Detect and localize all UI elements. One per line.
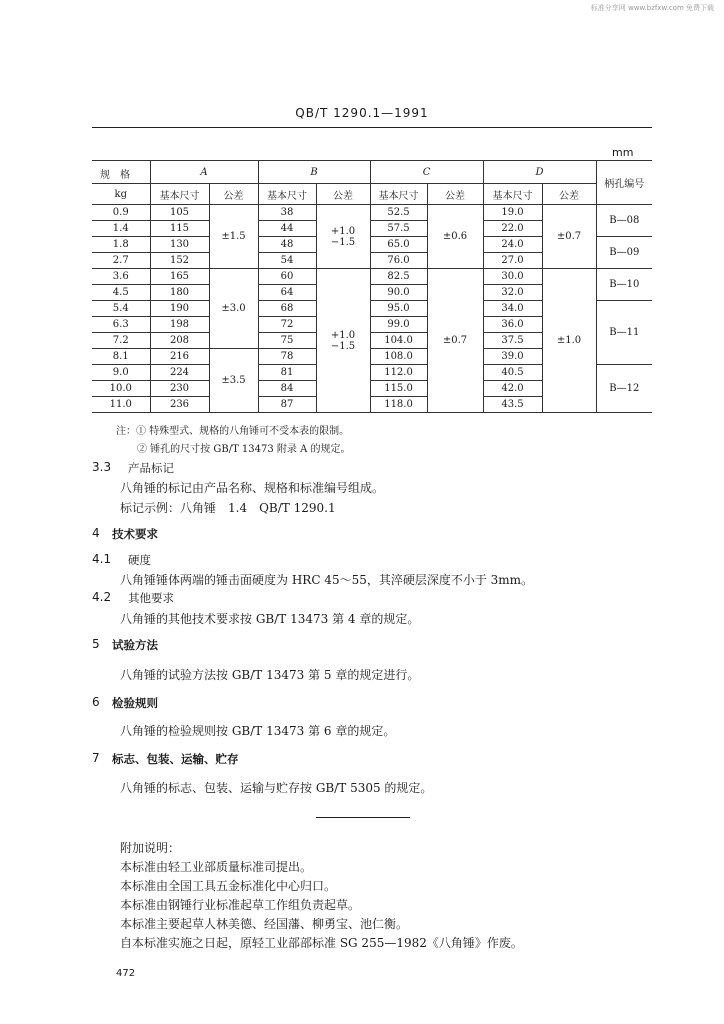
- section-4-1-body: 八角锤锤体两端的锤击面硬度为 HRC 45～55，其淬硬层深度不小于 3mm。: [120, 573, 534, 587]
- a-tolerance: ±3.5: [209, 349, 258, 413]
- b-cell: 44: [258, 221, 316, 237]
- c-cell: 115.0: [370, 381, 427, 397]
- c-cell: 57.5: [370, 221, 427, 237]
- a-cell: 115: [150, 221, 209, 237]
- handle-code: B—12: [596, 365, 652, 413]
- b-tolerance: [316, 269, 370, 413]
- b-tolerance-upper: +1.0: [330, 225, 356, 237]
- a-cell: 216: [150, 349, 209, 365]
- appendix-line: 本标准主要起草人林美德、经国藩、柳勇宝、池仁衡。: [120, 917, 409, 931]
- watermark-text: 标准分享网 www.bzfxw.com 免费下载: [590, 4, 714, 12]
- section-5-title: 试验方法: [112, 638, 158, 652]
- b-cell: 68: [258, 301, 316, 317]
- table-note-2: ② 锤孔的尺寸按 GB/T 13473 附录 A 的规定。: [137, 444, 351, 455]
- standard-number-header: QB/T 1290.1—1991: [295, 106, 429, 120]
- section-4-1-title: 硬度: [128, 553, 151, 567]
- spec-cell: 1.4: [92, 221, 150, 237]
- section-3-3-example: 标记示例：八角锤 1.4 QB/T 1290.1: [120, 501, 336, 515]
- c-cell: 95.0: [370, 301, 427, 317]
- a-cell: 198: [150, 317, 209, 333]
- note-label: 注：: [116, 426, 136, 437]
- section-4-2-title: 其他要求: [128, 591, 174, 605]
- a-cell: 180: [150, 285, 209, 301]
- d-tolerance: ±1.0: [542, 269, 596, 413]
- spec-cell: 9.0: [92, 365, 150, 381]
- d-cell: 43.5: [483, 397, 542, 413]
- a-tolerance: ±1.5: [209, 205, 258, 269]
- appendix-title: 附加说明：: [120, 841, 181, 855]
- a-cell: 152: [150, 253, 209, 269]
- section-5-body: 八角锤的试验方法按 GB/T 13473 第 5 章的规定进行。: [120, 668, 420, 682]
- hammer-spec-table: [92, 160, 652, 413]
- a-cell: 230: [150, 381, 209, 397]
- c-basic-header: 基本尺寸: [370, 184, 427, 205]
- spec-cell: 3.6: [92, 269, 150, 285]
- d-tolerance: ±0.7: [542, 205, 596, 269]
- section-7-number: 7: [92, 751, 100, 765]
- section-3-3-title: 产品标记: [128, 461, 174, 475]
- a-cell: 208: [150, 333, 209, 349]
- b-tolerance-upper: +1.0: [330, 329, 356, 341]
- a-cell: 224: [150, 365, 209, 381]
- a-cell: 236: [150, 397, 209, 413]
- appendix-line: 本标准由轻工业部质量标准司提出。: [120, 860, 313, 874]
- c-cell: 82.5: [370, 269, 427, 285]
- spec-cell: 1.8: [92, 237, 150, 253]
- section-3-3-body: 八角锤的标记由产品名称、规格和标准编号组成。: [120, 481, 385, 495]
- appendix-line: 本标准由钢锤行业标准起草工作组负责起草。: [120, 898, 361, 912]
- b-cell: 78: [258, 349, 316, 365]
- b-cell: 48: [258, 237, 316, 253]
- spec-header-cell: [92, 161, 150, 184]
- group-a-header: A: [150, 161, 258, 184]
- b-cell: 60: [258, 269, 316, 285]
- b-cell: 38: [258, 205, 316, 221]
- d-cell: 34.0: [483, 301, 542, 317]
- a-basic-header: 基本尺寸: [150, 184, 209, 205]
- spec-label: 规 格: [100, 170, 130, 181]
- d-cell: 42.0: [483, 381, 542, 397]
- d-cell: 19.0: [483, 205, 542, 221]
- c-cell: 108.0: [370, 349, 427, 365]
- section-6-number: 6: [92, 695, 100, 709]
- spec-cell: 7.2: [92, 333, 150, 349]
- b-tolerance-lower: −1.5: [330, 340, 356, 352]
- section-4-number: 4: [92, 526, 100, 540]
- note-1-text: ① 特殊型式、规格的八角锤可不受本表的限制。: [136, 426, 350, 437]
- spec-cell: 8.1: [92, 349, 150, 365]
- c-cell: 99.0: [370, 317, 427, 333]
- c-cell: 118.0: [370, 397, 427, 413]
- spec-cell: 5.4: [92, 301, 150, 317]
- section-4-title: 技术要求: [112, 527, 158, 541]
- d-cell: 27.0: [483, 253, 542, 269]
- a-cell: 165: [150, 269, 209, 285]
- spec-unit: kg: [92, 184, 150, 205]
- handle-code: B—08: [596, 205, 652, 237]
- section-5-number: 5: [92, 637, 100, 651]
- a-cell: 105: [150, 205, 209, 221]
- a-cell: 130: [150, 237, 209, 253]
- table-header-row: [92, 161, 652, 184]
- appendix-line: 本标准由全国工具五金标准化中心归口。: [120, 879, 337, 893]
- d-cell: 24.0: [483, 237, 542, 253]
- group-c-header: C: [370, 161, 483, 184]
- a-tol-header: 公差: [209, 184, 258, 205]
- a-tolerance: ±3.0: [209, 269, 258, 349]
- handle-code: B—09: [596, 237, 652, 269]
- handle-code: B—11: [596, 301, 652, 365]
- d-cell: 39.0: [483, 349, 542, 365]
- section-divider: [316, 817, 410, 818]
- c-tol-header: 公差: [427, 184, 483, 205]
- section-4-2-body: 八角锤的其他技术要求按 GB/T 13473 第 4 章的规定。: [120, 612, 420, 626]
- d-cell: 32.0: [483, 285, 542, 301]
- table-unit: mm: [612, 146, 634, 159]
- d-cell: 37.5: [483, 333, 542, 349]
- group-d-header: D: [483, 161, 596, 184]
- spec-cell: 11.0: [92, 397, 150, 413]
- c-cell: 112.0: [370, 365, 427, 381]
- spec-cell: 6.3: [92, 317, 150, 333]
- d-cell: 40.5: [483, 365, 542, 381]
- a-cell: 190: [150, 301, 209, 317]
- handle-code-header: 柄孔编号: [596, 161, 652, 205]
- section-6-body: 八角锤的检验规则按 GB/T 13473 第 6 章的规定。: [120, 724, 396, 738]
- b-cell: 84: [258, 381, 316, 397]
- group-b-header: B: [258, 161, 370, 184]
- section-4-1-number: 4.1: [92, 552, 112, 566]
- table-subheader-row: [92, 184, 652, 205]
- spec-cell: 10.0: [92, 381, 150, 397]
- section-4-2-number: 4.2: [92, 590, 112, 604]
- table-note-1: [116, 422, 349, 437]
- b-cell: 72: [258, 317, 316, 333]
- handle-code: B—10: [596, 269, 652, 301]
- c-tolerance: ±0.6: [427, 205, 483, 269]
- section-6-title: 检验规则: [112, 696, 158, 710]
- b-cell: 75: [258, 333, 316, 349]
- section-3-3-number: 3.3: [92, 460, 112, 474]
- c-cell: 65.0: [370, 237, 427, 253]
- b-tolerance-lower: −1.5: [330, 236, 356, 248]
- b-basic-header: 基本尺寸: [258, 184, 316, 205]
- b-cell: 54: [258, 253, 316, 269]
- b-tolerance: [316, 205, 370, 269]
- b-tol-header: 公差: [316, 184, 370, 205]
- c-tolerance: ±0.7: [427, 269, 483, 413]
- d-basic-header: 基本尺寸: [483, 184, 542, 205]
- table-row: [92, 269, 652, 285]
- spec-cell: 0.9: [92, 205, 150, 221]
- spec-cell: 4.5: [92, 285, 150, 301]
- c-cell: 104.0: [370, 333, 427, 349]
- header-rule: [92, 127, 652, 128]
- c-cell: 90.0: [370, 285, 427, 301]
- section-7-body: 八角锤的标志、包装、运输与贮存按 GB/T 5305 的规定。: [120, 781, 433, 795]
- page-number: 472: [116, 968, 136, 979]
- section-7-title: 标志、包装、运输、贮存: [112, 752, 239, 766]
- table-row: [92, 205, 652, 221]
- spec-cell: 2.7: [92, 253, 150, 269]
- b-cell: 64: [258, 285, 316, 301]
- b-cell: 81: [258, 365, 316, 381]
- d-tol-header: 公差: [542, 184, 596, 205]
- appendix-line: 自本标准实施之日起，原轻工业部部标准 SG 255—1982《八角锤》作废。: [120, 936, 523, 950]
- d-cell: 22.0: [483, 221, 542, 237]
- d-cell: 36.0: [483, 317, 542, 333]
- b-cell: 87: [258, 397, 316, 413]
- d-cell: 30.0: [483, 269, 542, 285]
- c-cell: 76.0: [370, 253, 427, 269]
- c-cell: 52.5: [370, 205, 427, 221]
